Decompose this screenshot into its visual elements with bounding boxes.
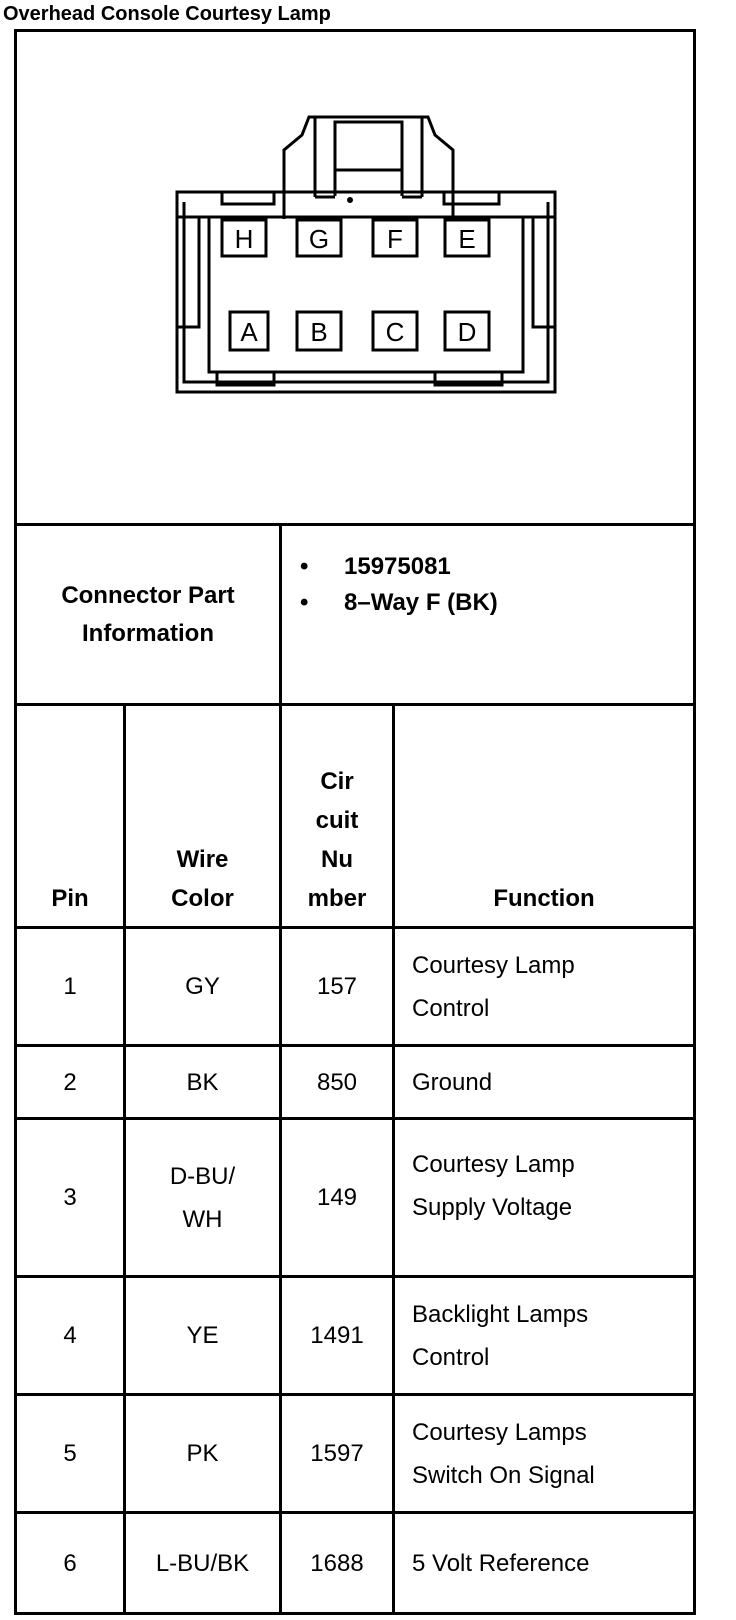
row-2-pin: 2 — [63, 1068, 77, 1096]
row-3-color — [126, 1120, 279, 1275]
row-3-pin: 3 — [63, 1184, 77, 1211]
header-wire-color-line-2: Color — [171, 885, 234, 912]
divider-partinfo-column — [279, 523, 282, 706]
row-5-pin: 5 — [63, 1440, 77, 1467]
pin-label-e: E — [458, 224, 476, 254]
header-pin: Pin — [51, 885, 89, 912]
pin-label-b: B — [310, 317, 328, 347]
row-5-color: PK — [186, 1440, 219, 1467]
pin-label-a: A — [240, 317, 258, 347]
row-1-function-line-1: Courtesy Lamp — [412, 951, 575, 979]
row-4-function — [412, 1278, 693, 1393]
row-5-function-line-2: Switch On Signal — [412, 1461, 595, 1489]
part-info-item — [300, 549, 498, 585]
header-wire-color — [126, 706, 279, 926]
row-5-function — [412, 1396, 693, 1511]
document-title: Overhead Console Courtesy Lamp — [3, 3, 331, 25]
row-3-circuit: 149 — [316, 1184, 358, 1211]
header-circuit-line-4: mber — [307, 885, 367, 912]
row-3-function-line-2: Supply Voltage — [412, 1194, 573, 1221]
connector-face-diagram — [17, 32, 693, 526]
row-5-function-line-1: Courtesy Lamps — [412, 1418, 587, 1446]
row-6-function: 5 Volt Reference — [412, 1549, 590, 1577]
bullet-icon: • — [300, 553, 309, 580]
header-wire-color-line-1: Wire — [176, 846, 229, 873]
row-4-function-line-2: Control — [412, 1343, 490, 1371]
connector-type: 8–Way F (BK) — [344, 589, 498, 616]
header-circuit-number — [282, 706, 392, 926]
pin-label-f: F — [387, 224, 403, 254]
row-6-circuit: 1688 — [310, 1549, 364, 1577]
row-3-color-line-1: D-BU/ — [169, 1162, 236, 1190]
row-4-function-line-1: Backlight Lamps — [412, 1300, 589, 1328]
row-1-function — [412, 929, 693, 1044]
row-6-color: L-BU/BK — [155, 1549, 250, 1577]
part-info-list — [300, 549, 498, 621]
header-circuit-line-1: Cir — [320, 768, 354, 795]
row-4-pin: 4 — [63, 1322, 77, 1349]
pin-label-g: G — [308, 224, 330, 254]
pin-label-d: D — [457, 317, 477, 347]
row-2-color: BK — [186, 1068, 219, 1096]
pin-label-h: H — [234, 224, 254, 254]
part-info-item — [300, 585, 498, 621]
row-5-circuit: 1597 — [310, 1440, 364, 1467]
part-info-label-line-2: Information — [81, 619, 214, 647]
header-circuit-line-3: Nu — [321, 846, 353, 873]
row-6-pin: 6 — [63, 1549, 77, 1577]
row-3-color-line-2: WH — [182, 1205, 223, 1233]
row-3-function-line-1: Courtesy Lamp — [412, 1151, 575, 1178]
row-1-circuit: 157 — [316, 973, 358, 1000]
pin-label-c: C — [385, 317, 405, 347]
connector-face-svg — [17, 32, 693, 526]
row-2-circuit: 850 — [316, 1068, 358, 1096]
row-1-function-line-2: Control — [412, 994, 490, 1022]
bullet-icon: • — [300, 589, 309, 616]
header-circuit-line-2: cuit — [315, 807, 359, 834]
row-2-function: Ground — [412, 1068, 493, 1096]
header-function: Function — [493, 885, 595, 912]
part-number: 15975081 — [344, 553, 451, 580]
part-info-label-line-1: Connector Part — [61, 581, 235, 609]
row-4-circuit: 1491 — [310, 1322, 364, 1349]
part-info-label — [17, 526, 279, 703]
row-3-function — [412, 1120, 693, 1252]
row-4-color: YE — [186, 1322, 219, 1349]
row-1-pin: 1 — [63, 973, 77, 1000]
row-1-color: GY — [185, 973, 220, 1000]
